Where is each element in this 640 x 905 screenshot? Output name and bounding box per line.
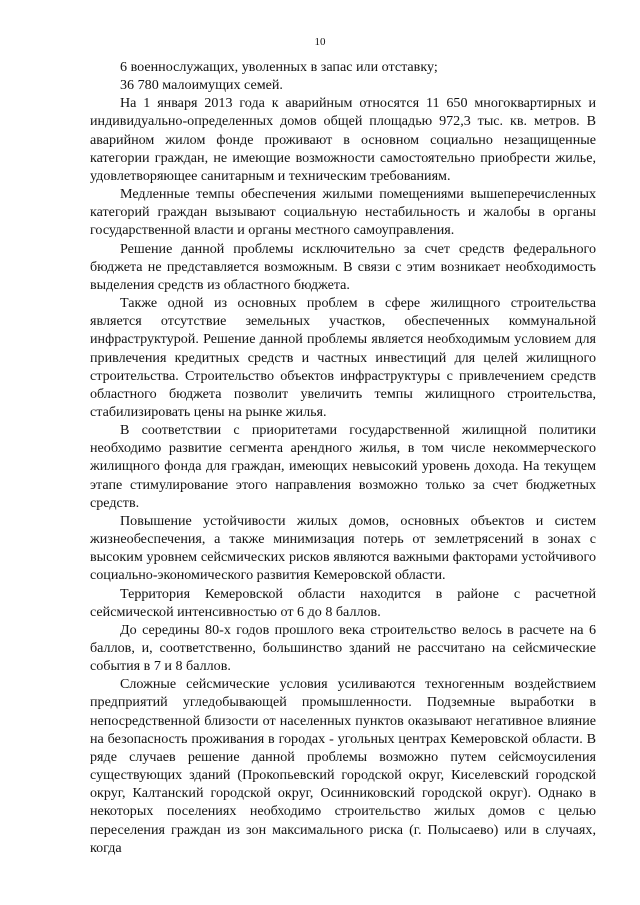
paragraph: В соответствии с приоритетами государственной жилищной политики необходимо развитие сегмента арендного жилья, в том числе некоммерческого жилищного фонда для граждан, имеющих невысокий уровень дохода. На текущем этапе стимулирование этого направления возможно только за счет бюджетных средств. — [90, 422, 596, 511]
paragraph: Сложные сейсмические условия усиливаются техногенным воздействием предприятий угледобывающей промышленности. Подземные выработки в непосредственной близости от населенных пунктов оказывают негативное влияние на безопасность проживания в городах - угольных центрах Кемеровской области. В ряде случаев решение данной проблемы возможно путем сейсмоусиления существующих зданий (Прокопьевский городской округ, Киселевский городской округ, Калтанский городской округ, Осинниковский городской округ). Однако в некоторых поселениях необходимо строительство жилых домов с целью переселения граждан из зон максимального риска (г. Полысаево) или в случаях, когда — [90, 676, 596, 856]
paragraph: Медленные темпы обеспечения жилыми помещениями вышеперечисленных категорий граждан вызывают социальную нестабильность и жалобы в органы государственной власти и органы местного самоуправления. — [90, 186, 596, 239]
body-text — [90, 58, 596, 857]
paragraph: На 1 января 2013 года к аварийным относятся 11 650 многоквартирных и индивидуально-определенных домов общей площадью 972,3 тыс. кв. метров. В аварийном жилом фонде проживают в основном социально незащищенные категории граждан, не имеющие возможности самостоятельно приобрести жилье, удовлетворяющее санитарным и техническим требованиям. — [90, 95, 596, 184]
paragraph: 36 780 малоимущих семей. — [120, 77, 283, 94]
paragraph: Решение данной проблемы исключительно за счет средств федерального бюджета не представляется возможным. В связи с этим возникает необходимость выделения средств из областного бюджета. — [90, 240, 596, 293]
paragraph: Повышение устойчивости жилых домов, основных объектов и систем жизнеобеспечения, а также минимизация потерь от землетрясений в зонах с высоким уровнем сейсмических рисков являются важными факторами устойчивого социально-экономического развития Кемеровской области. — [90, 512, 596, 584]
paragraph: Территория Кемеровской области находится в районе с расчетной сейсмической интенсивностью от 6 до 8 баллов. — [90, 585, 596, 620]
paragraph: 6 военнослужащих, уволенных в запас или отставку; — [120, 59, 438, 75]
paragraph: До середины 80-х годов прошлого века строительство велось в расчете на 6 баллов, и, соответственно, большинство зданий не рассчитано на сейсмические события в 7 и 8 баллов. — [90, 621, 596, 675]
paragraph: Также одной из основных проблем в сфере жилищного строительства является отсутствие земельных участков, обеспеченных коммунальной инфраструктурой. Решение данной проблемы является необходимым условием для привлечения кредитных средств и частных инвестиций для целей жилищного строительства. Строительство объектов инфраструктуры с привлечением средств областного бюджета позволит увеличить темпы жилищного строительства, стабилизировать цены на рынке жилья. — [90, 295, 596, 420]
page-number: 10 — [314, 36, 326, 48]
